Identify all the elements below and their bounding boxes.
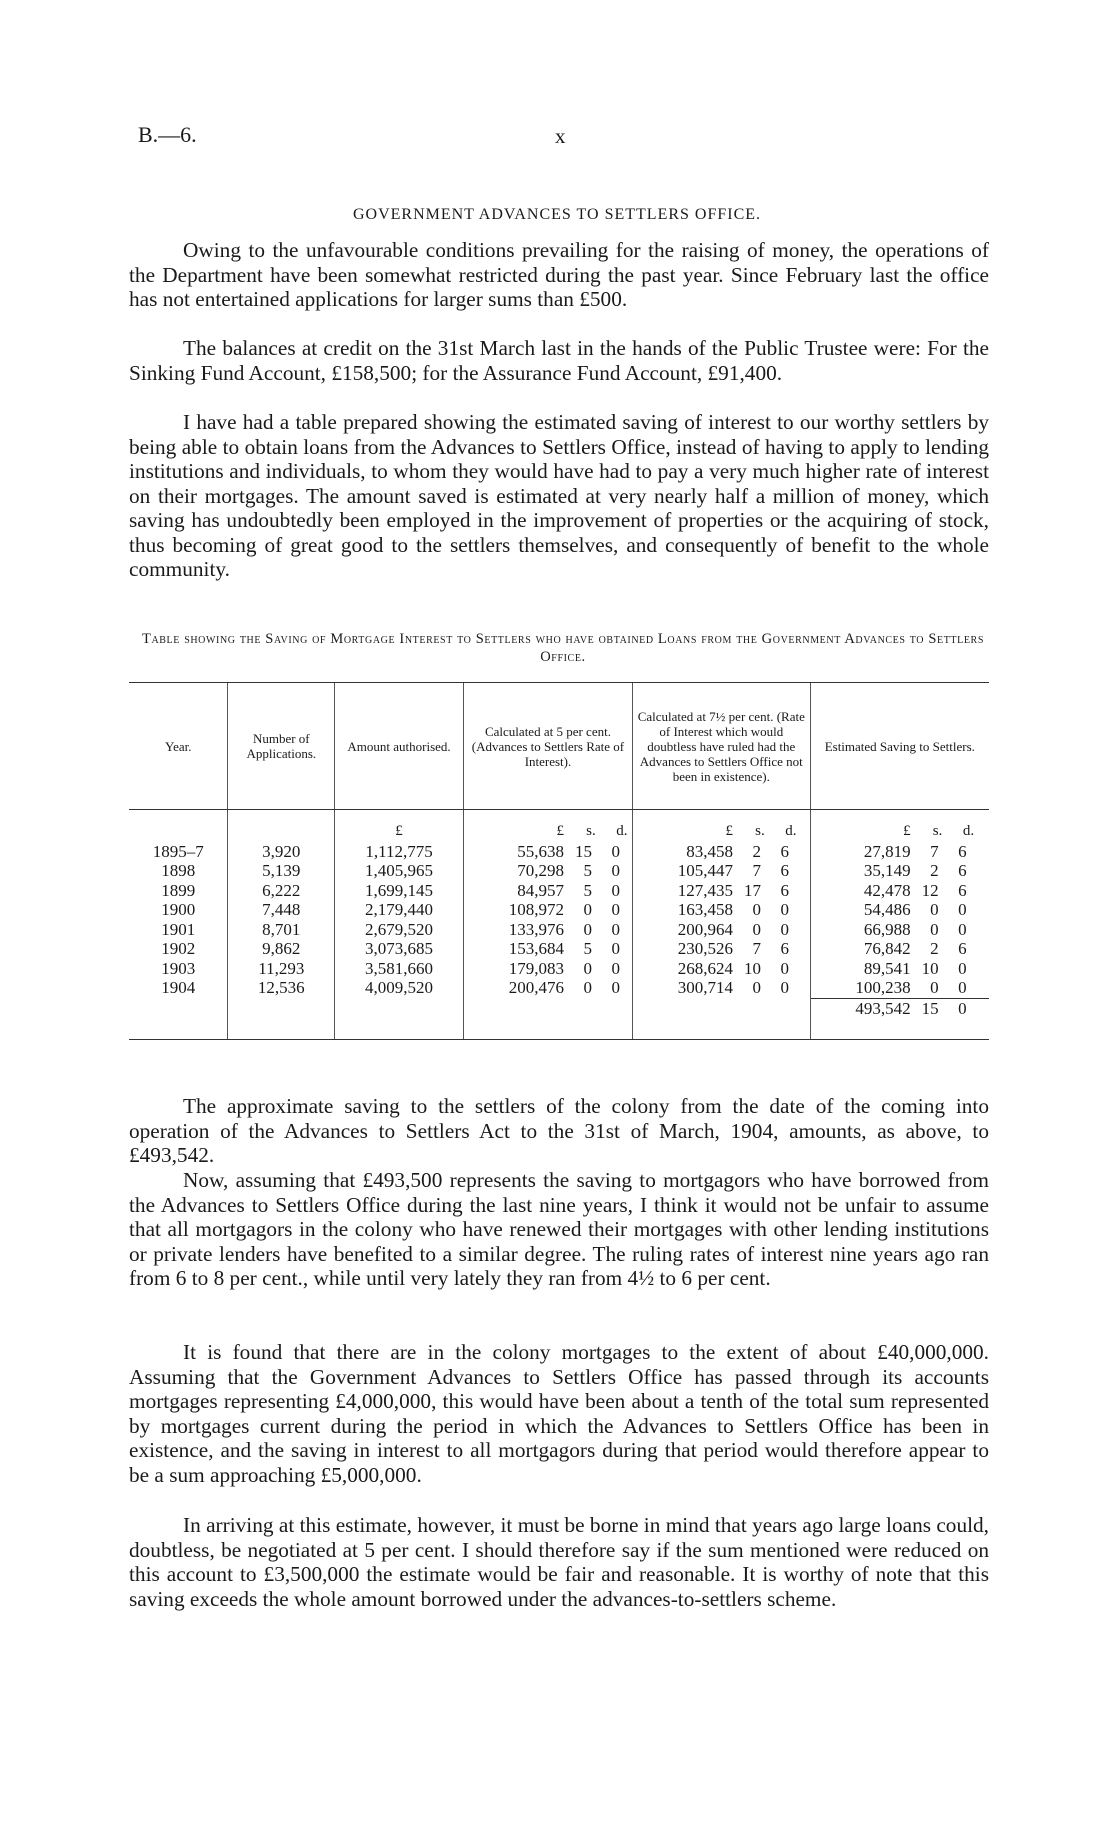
unit-pound: £ — [335, 822, 464, 842]
paragraph-2: The balances at credit on the 31st March last in the hands of the Public Trustee were: For the Sinking Fund Account, £158,500; for the Assurance Fund Account, £91,400. — [129, 336, 989, 385]
pounds-value: 84,957 — [517, 880, 564, 900]
pounds-value: 153,684 — [508, 939, 564, 958]
header-year: Year. — [129, 683, 228, 810]
paragraph-6: It is found that there are in the colony mortgages to the extent of about £40,000,000. Assuming that the Government Advances to Settlers Office has passed through its accounts mortgages representing £4,000,000, this would have been about a tenth of the total sum represented by mortgages current during the period in which the Advances to Settlers Office has been in existence, and the saving in interest to all mortgagors during that period would therefore appear to be a sum approaching £5,000,000. — [129, 1340, 989, 1487]
pence-value: 0 — [611, 919, 620, 939]
shillings-value: 7 — [752, 939, 761, 958]
pounds-value: 300,714 — [677, 978, 733, 997]
pounds-value: 83,458 — [686, 841, 733, 861]
applications-cell: 5,139 — [228, 861, 335, 881]
pounds-value: 76,842 — [863, 939, 911, 958]
pounds-value: 133,976 — [508, 919, 564, 939]
table-row — [129, 978, 989, 998]
year-cell: 1902 — [161, 939, 196, 958]
amount-cell: 2,179,440 — [335, 900, 464, 920]
shillings-value: 5 — [583, 880, 592, 900]
table-row — [129, 959, 989, 979]
amount-cell: 3,073,685 — [335, 939, 464, 959]
shillings-value: 0 — [583, 900, 592, 919]
savings-table — [129, 682, 989, 1040]
pounds-value: 230,526 — [677, 939, 733, 958]
shillings-value: 0 — [583, 919, 592, 939]
pence-value: 6 — [780, 861, 789, 880]
pence-value: 6 — [780, 939, 789, 958]
shillings-value: 10 — [743, 958, 761, 978]
amount-cell: 4,009,520 — [335, 978, 464, 998]
unit-pence: d. — [962, 823, 975, 839]
shillings-value: 17 — [743, 880, 761, 900]
unit-shillings: s. — [932, 823, 943, 839]
unit-shillings: s. — [755, 823, 765, 839]
pence-value: 0 — [780, 919, 789, 939]
year-cell: 1903 — [161, 958, 196, 978]
shillings-value: 7 — [752, 861, 761, 880]
pence-value: 0 — [611, 958, 620, 978]
pence-value: 0 — [611, 841, 620, 861]
pence-value: 6 — [958, 861, 967, 880]
pence-value: 0 — [611, 978, 620, 997]
amount-cell: 3,581,660 — [335, 959, 464, 979]
applications-cell: 6,222 — [228, 881, 335, 901]
pounds-value: 100,238 — [855, 978, 911, 997]
pence-value: 0 — [958, 900, 967, 919]
total-saving — [810, 998, 989, 1039]
pence-value: 0 — [611, 900, 620, 919]
pounds-value: 35,149 — [863, 861, 911, 880]
header-calc-5-percent: Calculated at 5 per cent. (Advances to Settlers Rate of Interest). — [463, 683, 632, 810]
shillings-value: 5 — [583, 861, 592, 880]
pence-value: 0 — [958, 958, 967, 978]
pence-value: 6 — [958, 880, 967, 900]
pounds-value: 55,638 — [517, 841, 564, 861]
amount-cell: 1,699,145 — [335, 881, 464, 901]
table-row — [129, 881, 989, 901]
amount-cell: 2,679,520 — [335, 920, 464, 940]
paragraph-7: In arriving at this estimate, however, it must be borne in mind that years ago large loans could, doubtless, be negotiated at 5 per cent. I should therefore say if the sum mentioned were reduced on this account to £3,500,000 the estimate would be fair and reasonable. It is worthy of note that this saving exceeds the whole amount borrowed under the advances-to-settlers scheme. — [129, 1513, 989, 1611]
amount-cell: 1,405,965 — [335, 861, 464, 881]
applications-cell: 7,448 — [228, 900, 335, 920]
shillings-value: 0 — [752, 978, 761, 997]
shillings-value: 7 — [930, 841, 939, 861]
pounds-value: 66,988 — [863, 919, 911, 939]
year-cell: 1904 — [161, 978, 196, 997]
table-header-row — [129, 683, 989, 810]
year-cell: 1900 — [161, 900, 196, 919]
pence-value: 6 — [958, 841, 967, 861]
total-shillings: 15 — [921, 998, 939, 1018]
unit-pence: d. — [616, 823, 628, 839]
pounds-value: 108,972 — [508, 900, 564, 919]
pounds-value: 200,964 — [677, 919, 733, 939]
shillings-value: 0 — [930, 900, 939, 919]
pounds-value: 179,083 — [508, 958, 564, 978]
pence-value: 0 — [780, 900, 789, 919]
amount-cell: 1,112,775 — [335, 842, 464, 862]
applications-cell: 11,293 — [228, 959, 335, 979]
total-row — [129, 998, 989, 1039]
shillings-value: 5 — [583, 939, 592, 958]
pence-value: 6 — [780, 841, 789, 861]
table-row — [129, 900, 989, 920]
shillings-value: 12 — [921, 880, 939, 900]
pounds-value: 127,435 — [677, 880, 733, 900]
pounds-value: 42,478 — [863, 880, 911, 900]
pence-value: 0 — [958, 919, 967, 939]
year-cell: 1895–7 — [152, 841, 204, 861]
unit-pound: £ — [725, 823, 733, 839]
pence-value: 0 — [611, 939, 620, 958]
unit-pound: £ — [903, 823, 911, 839]
table-row — [129, 920, 989, 940]
unit-pound: £ — [556, 823, 564, 839]
shillings-value: 0 — [930, 978, 939, 997]
pence-value: 0 — [611, 861, 620, 880]
shillings-value: 2 — [930, 939, 939, 958]
year-cell: 1901 — [161, 919, 196, 939]
header-amount: Amount authorised. — [335, 683, 464, 810]
pounds-value: 70,298 — [517, 861, 564, 880]
pounds-value: 54,486 — [863, 900, 911, 919]
shillings-value: 0 — [752, 919, 761, 939]
pounds-value: 268,624 — [677, 958, 733, 978]
shillings-value: 15 — [574, 841, 592, 861]
year-cell: 1898 — [161, 861, 196, 880]
header-estimated-saving: Estimated Saving to Settlers. — [810, 683, 989, 810]
pounds-value: 163,458 — [677, 900, 733, 919]
table-row — [129, 842, 989, 862]
shillings-value: 0 — [583, 978, 592, 997]
section-title: GOVERNMENT ADVANCES TO SETTLERS OFFICE. — [352, 206, 762, 223]
pence-value: 6 — [958, 939, 967, 958]
shillings-value: 2 — [752, 841, 761, 861]
page-reference: B.—6. — [138, 122, 197, 147]
applications-cell: 3,920 — [228, 842, 335, 862]
pence-value: 0 — [780, 958, 789, 978]
paragraph-4: The approximate saving to the settlers of the colony from the date of the coming into operation of the Advances to Settlers Act to the 31st of March, 1904, amounts, as above, to £493,542. — [129, 1094, 989, 1167]
pence-value: 6 — [780, 880, 789, 900]
units-row — [129, 822, 989, 842]
paragraph-1: Owing to the unfavourable conditions prevailing for the raising of money, the operations of the Department have been somewhat restricted during the past year. Since February last the office has not entertained applications for larger sums than £500. — [129, 238, 989, 311]
pounds-value: 27,819 — [863, 841, 911, 861]
pounds-value: 89,541 — [863, 958, 911, 978]
unit-pence: d. — [785, 823, 797, 839]
pence-value: 0 — [780, 978, 789, 997]
applications-cell: 12,536 — [228, 978, 335, 998]
total-pence: 0 — [958, 998, 967, 1018]
table-caption: Table showing the Saving of Mortgage Interest to Settlers who have obtained Loans from the Government Advances to Settlers Office. — [142, 631, 984, 665]
paragraph-3: I have had a table prepared showing the estimated saving of interest to our worthy settlers by being able to obtain loans from the Advances to Settlers Office, instead of having to apply to lending institutions and individuals, to whom they would have had to pay a very much higher rate of interest on their mortgages. The amount saved is estimated at very nearly half a million of money, which saving has undoubtedly been employed in the improvement of properties or the acquiring of stock, thus becoming of great good to the settlers themselves, and consequently of benefit to the whole community. — [129, 410, 989, 581]
shillings-value: 0 — [752, 900, 761, 919]
pounds-value: 200,476 — [508, 978, 564, 997]
pence-value: 0 — [611, 880, 620, 900]
shillings-value: 0 — [583, 958, 592, 978]
unit-shillings: s. — [586, 823, 596, 839]
shillings-value: 10 — [921, 958, 939, 978]
page-number: x — [555, 124, 566, 148]
paragraph-5: Now, assuming that £493,500 represents the saving to mortgagors who have borrowed from the Advances to Settlers Office during the last nine years, I think it would not be unfair to assume that all mortgagors in the colony who have renewed their mortgages with other lending institutions or private lenders have benefited to a similar degree. The ruling rates of interest nine years ago ran from 6 to 8 per cent., while until very lately they ran from 4½ to 6 per cent. — [129, 1168, 989, 1290]
header-calc-7-5-percent: Calculated at 7½ per cent. (Rate of Interest which would doubtless have ruled had the Advances to Settlers Office not been in existence). — [632, 683, 810, 810]
pounds-value: 105,447 — [677, 861, 733, 880]
shillings-value: 0 — [930, 919, 939, 939]
applications-cell: 9,862 — [228, 939, 335, 959]
table-row — [129, 861, 989, 881]
pence-value: 0 — [958, 978, 967, 997]
header-applications: Number of Applications. — [228, 683, 335, 810]
year-cell: 1899 — [161, 880, 196, 900]
table-row — [129, 939, 989, 959]
total-pounds: 493,542 — [855, 998, 911, 1018]
shillings-value: 2 — [930, 861, 939, 880]
applications-cell: 8,701 — [228, 920, 335, 940]
